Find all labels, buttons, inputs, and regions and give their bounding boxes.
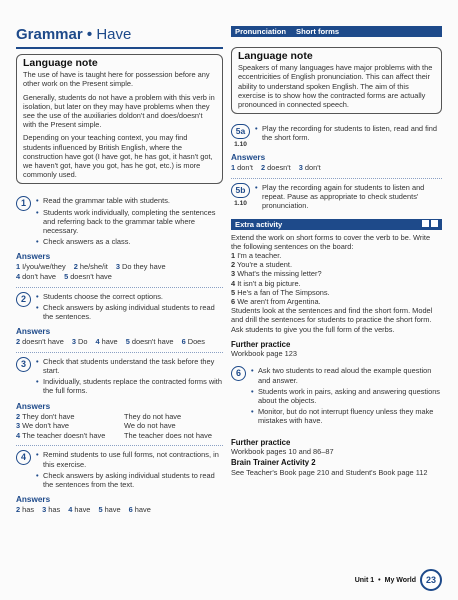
answer-number: 3: [115, 262, 120, 272]
task-2-bullet: • Students choose the correct options.: [34, 292, 223, 301]
list-number: 5: [231, 287, 236, 297]
answer-number: 2: [16, 337, 21, 347]
answer-text: They do not have: [124, 411, 182, 421]
answer-text: We do not have: [124, 421, 176, 431]
task-6-bullets: [249, 366, 442, 427]
answers-heading: Answers: [231, 153, 266, 163]
answer-number: 3: [298, 163, 303, 173]
list-number: 3: [231, 269, 236, 279]
list-number: 1: [231, 251, 236, 261]
task-number-4: 4: [16, 450, 31, 465]
task-6-bullet: • Ask two students to read aloud the example question and answer.: [249, 366, 442, 384]
answer-text: have: [104, 505, 121, 515]
answer-number: 3: [16, 421, 21, 431]
tag-squares: [420, 219, 438, 230]
dotted-divider: [16, 445, 223, 446]
further-practice-text: Workbook pages 10 and 86–87: [231, 447, 334, 457]
answer-text: don't: [237, 163, 253, 173]
unit-label: Unit 1: [354, 576, 375, 584]
task-number-1: 1: [16, 196, 31, 211]
list-item: We aren't from Argentina.: [237, 297, 321, 307]
title-bullet: •: [86, 26, 93, 43]
section-title-main: Grammar: [16, 26, 83, 43]
task-2-bullets: [34, 292, 223, 324]
task-6-bullet: • Students work in pairs, asking and answering questions about the objects.: [249, 387, 442, 405]
left-column: [16, 26, 223, 515]
answer-text: doesn't have: [70, 272, 112, 282]
page-footer: [355, 569, 442, 591]
unit-name: My World: [384, 576, 416, 584]
task-2: [16, 292, 223, 324]
audio-track-number: 1.10: [234, 200, 247, 208]
list-item: It isn't a big picture.: [237, 278, 301, 288]
task-1-bullet: • Check answers as a class.: [34, 237, 223, 246]
answer-text: he/she/it: [79, 262, 108, 272]
further-practice-text: Workbook page 123: [231, 349, 298, 359]
answer-number: 5: [98, 505, 103, 515]
task-1-bullet: • Students work individually, completing the sentences and referring back to the grammar table where necessary.: [34, 208, 223, 236]
answers-heading: Answers: [16, 327, 51, 337]
language-note-box-right: [231, 47, 442, 114]
task-4: [16, 450, 223, 491]
extra-activity-outro: Students look at the sentences and find the short form. Model and drill the sentences for students to practice the short form. Ask students to give you the full form of the verbs.: [231, 306, 433, 334]
further-practice-heading: Further practice: [231, 339, 291, 349]
answer-number: 4: [68, 505, 73, 515]
answer-text: They don't have: [22, 411, 75, 421]
task-5a-marker: [231, 124, 250, 149]
answer-number: 1: [16, 262, 21, 272]
answer-text: don't: [304, 163, 321, 173]
task-number-5a: 5a: [231, 124, 250, 139]
answer-text: The teacher doesn't have: [22, 430, 106, 440]
answer-number: 2: [73, 262, 78, 272]
answer-text: doesn't have: [131, 337, 174, 347]
task-number-5b: 5b: [231, 183, 250, 198]
answer-number: 2: [16, 411, 21, 421]
task-6: [231, 366, 442, 427]
right-column: [231, 26, 442, 477]
answers-heading: Answers: [16, 401, 51, 411]
answer-number: 1: [231, 163, 236, 173]
extra-activity-label: Extra activity: [235, 219, 283, 229]
task-1-answers: [16, 262, 223, 281]
answer-number: 6: [181, 337, 186, 347]
answer-text: I/you/we/they: [22, 262, 66, 272]
answer-number: 4: [95, 337, 100, 347]
brain-trainer-heading: Brain Trainer Activity 2: [231, 458, 316, 468]
list-item: I'm a teacher.: [237, 251, 282, 261]
task-5b: [231, 183, 442, 213]
section-title-sub: Have: [96, 26, 132, 43]
task-4-answers: [16, 505, 223, 515]
answer-number: 5: [125, 337, 130, 347]
answer-text: The teacher does not have: [124, 430, 212, 440]
list-number: 2: [231, 260, 236, 270]
brain-trainer-text: See Teacher's Book page 210 and Student's Book page 112: [231, 467, 428, 477]
language-note-p1: The use of have is taught here for possession before any other work on the Present simple.: [23, 70, 210, 89]
answer-text: Do they have: [122, 262, 166, 272]
language-note-heading: Language note: [238, 50, 313, 62]
language-note-p3: Depending on your teaching context, you may find students influenced by British English, where the construction have got (I have got, he has got, it hasn't got, we haven't got, have you got, has he got, etc.) is more commonly used.: [23, 133, 213, 180]
extra-activity-tag: [231, 219, 442, 230]
answer-number: 6: [128, 505, 133, 515]
dotted-divider: [231, 178, 442, 179]
language-note-heading: Language note: [23, 57, 98, 69]
answer-text: has: [48, 505, 61, 515]
task-5a-answers: [231, 163, 442, 173]
pronunciation-tag: [231, 26, 442, 37]
footer-bullet: •: [378, 576, 381, 584]
task-1: [16, 196, 223, 248]
page-number: 23: [420, 569, 442, 591]
task-3-bullet: • Check that students understand the task before they start.: [34, 357, 223, 375]
title-rule: [16, 47, 223, 49]
task-number-3: 3: [16, 357, 31, 372]
answer-text: has: [22, 505, 35, 515]
answer-text: Do: [78, 337, 88, 347]
answer-text: doesn't: [267, 163, 291, 173]
task-3: [16, 357, 223, 398]
language-note-p2: Generally, students do not have a problem with this verb in isolation, but later on they may have problems when they see the use of the auxiliaries doldon't and does/doesn't with the Present simple.: [23, 92, 215, 130]
answer-number: 2: [16, 505, 21, 515]
task-number-2: 2: [16, 292, 31, 307]
list-number: 4: [231, 278, 236, 288]
answer-text: have: [74, 505, 91, 515]
list-number: 6: [231, 297, 236, 307]
task-5a-bullet: • Play the recording for students to listen, read and find the short form.: [253, 124, 442, 142]
answer-text: Does: [187, 337, 205, 347]
answer-text: doesn't have: [22, 337, 64, 347]
extra-activity-intro: Extend the work on short forms to cover the verb to be. Write the following sentences on the board:: [231, 232, 431, 251]
task-4-bullets: [34, 450, 223, 491]
answer-number: 5: [64, 272, 69, 282]
task-3-bullet: • Individually, students replace the contracted forms with the full forms.: [34, 377, 223, 395]
further-practice-heading: Further practice: [231, 437, 291, 447]
answer-text: have: [134, 505, 151, 515]
section-title: [16, 26, 223, 44]
answer-number: 3: [71, 337, 76, 347]
task-1-bullets: [34, 196, 223, 248]
task-4-bullet: • Remind students to use full forms, not contractions, in this exercise.: [34, 450, 223, 468]
answer-text: don't have: [22, 272, 56, 282]
pronunciation-tag-label: Pronunciation: [235, 27, 287, 36]
answer-number: 3: [42, 505, 47, 515]
task-number-6: 6: [231, 366, 246, 381]
task-2-answers: [16, 337, 223, 347]
answer-number: 4: [16, 430, 21, 440]
task-5b-bullets: [253, 183, 442, 213]
task-3-answers: [16, 412, 223, 441]
answer-number: 2: [260, 163, 266, 173]
answers-heading: Answers: [16, 495, 51, 505]
list-item: What's the missing letter?: [237, 269, 322, 279]
dotted-divider: [16, 352, 223, 353]
short-forms-tag-label: Short forms: [296, 27, 340, 36]
answers-heading: Answers: [16, 252, 51, 262]
extra-activity-list: [231, 251, 442, 306]
task-5a-bullets: [253, 124, 442, 144]
task-2-bullet: • Check answers by asking individual students to read the sentences.: [34, 303, 223, 321]
task-1-bullet: • Read the grammar table with students.: [34, 196, 223, 205]
task-6-bullet: • Monitor, but do not interrupt fluency unless they make mistakes with have.: [249, 407, 442, 425]
list-item: You're a student.: [237, 260, 293, 270]
list-item: He's a fan of The Simpsons.: [237, 287, 330, 297]
task-5a: [231, 124, 442, 149]
task-5b-marker: [231, 183, 250, 208]
answer-text: We don't have: [22, 421, 70, 431]
answer-number: 4: [16, 272, 21, 282]
task-5b-bullet: • Play the recording again for students to listen and repeat. Pause as appropriate to check students' pronunciation.: [253, 183, 442, 211]
audio-track-number: 1.10: [234, 141, 247, 149]
task-3-bullets: [34, 357, 223, 398]
task-4-bullet: • Check answers by asking individual students to read the sentences from the text.: [34, 471, 223, 489]
answer-text: have: [101, 337, 118, 347]
language-note-box: [16, 54, 223, 184]
dotted-divider: [16, 287, 223, 288]
language-note-p1: Speakers of many languages have major problems with the eccentricities of English pronunciation. This can affect their ability to understand spoken English. The aim of this exercise is to show how the contracted forms are actually pronounced in connected speech.: [238, 63, 433, 110]
